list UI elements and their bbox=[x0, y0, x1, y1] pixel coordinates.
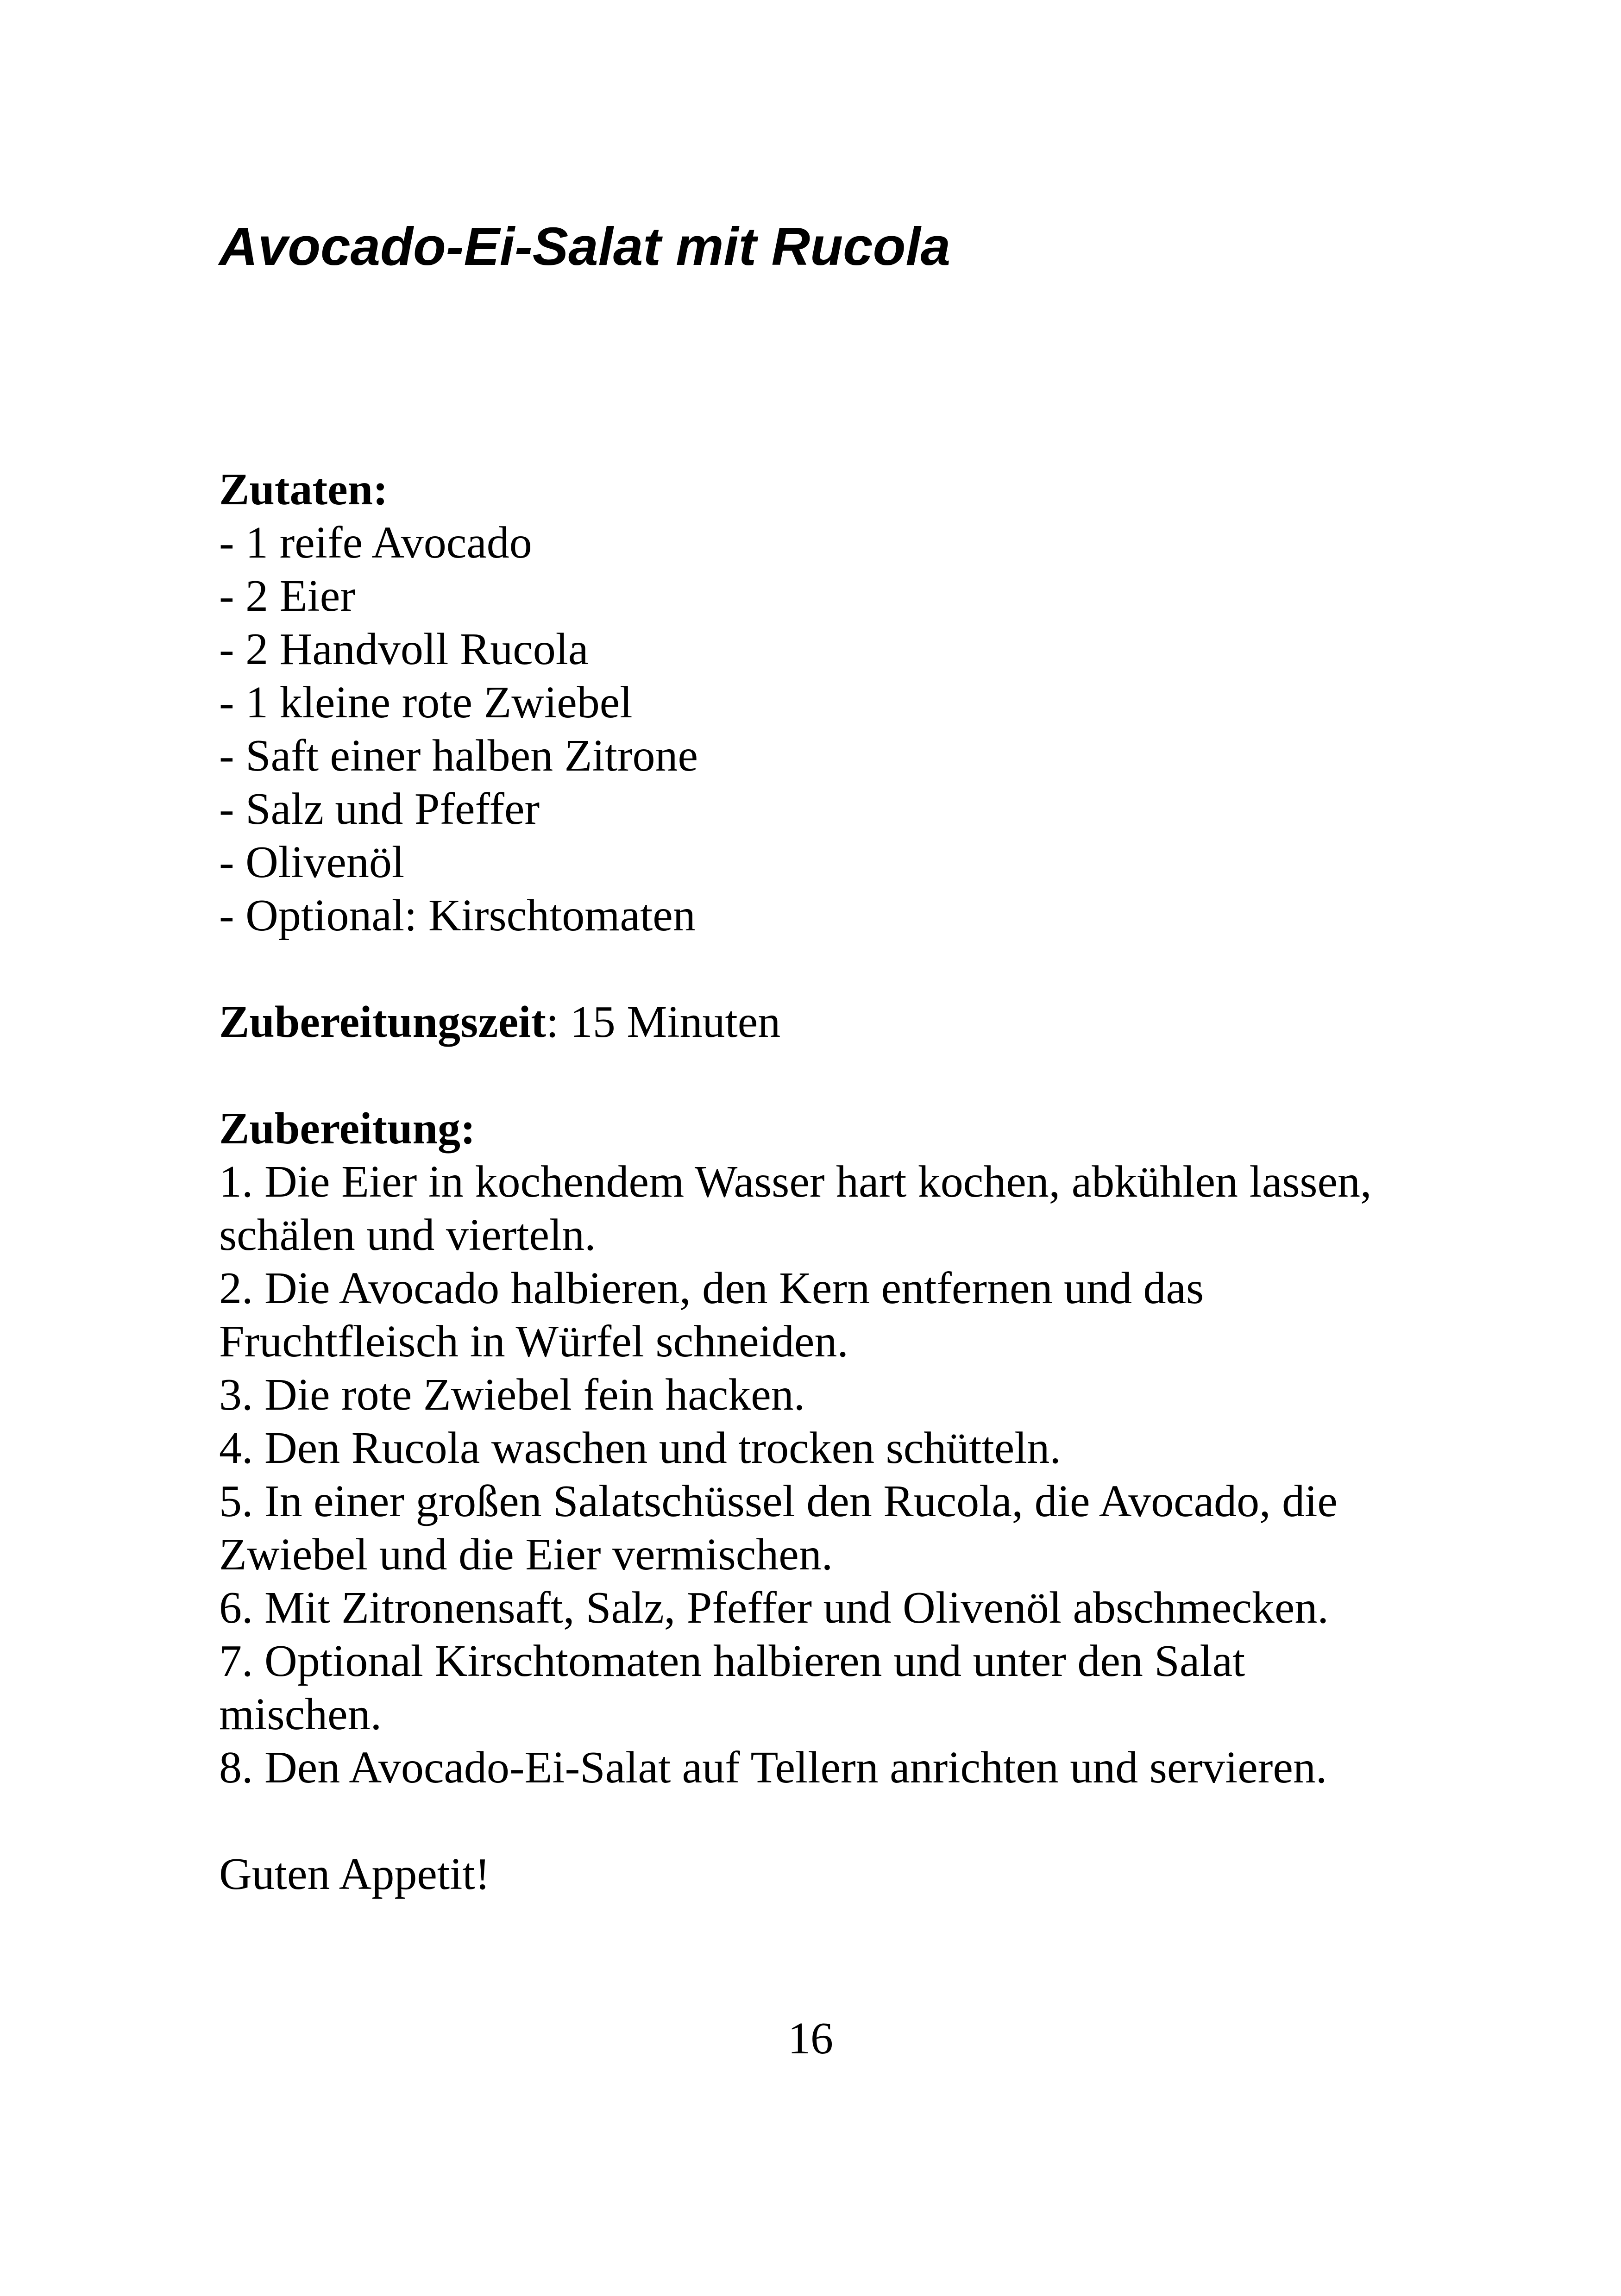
method-line: Zwiebel und die Eier vermischen. bbox=[219, 1530, 833, 1580]
spacer bbox=[219, 1794, 1470, 1848]
prep-time bbox=[219, 996, 1470, 1049]
method-line: Fruchtfleisch in Würfel schneiden. bbox=[219, 1317, 848, 1367]
method-heading: Zubereitung: bbox=[219, 1104, 476, 1154]
method-steps bbox=[219, 1155, 1470, 1794]
ingredients-heading: Zutaten: bbox=[219, 464, 388, 514]
ingredient-item: - Saft einer halben Zitrone bbox=[219, 731, 698, 781]
method-line: 2. Die Avocado halbieren, den Kern entfernen und das bbox=[219, 1263, 1204, 1313]
method-line: 5. In einer großen Salatschüssel den Rucola, die Avocado, die bbox=[219, 1476, 1338, 1526]
ingredient-item: - 1 reife Avocado bbox=[219, 518, 532, 568]
closing-text: Guten Appetit! bbox=[219, 1849, 490, 1899]
method-line: 4. Den Rucola waschen und trocken schütteln. bbox=[219, 1423, 1061, 1473]
prep-time-value: : 15 Minuten bbox=[546, 997, 781, 1047]
ingredients-list bbox=[219, 516, 1470, 942]
method-line: 3. Die rote Zwiebel fein hacken. bbox=[219, 1370, 805, 1420]
prep-time-label: Zubereitungszeit bbox=[219, 997, 546, 1047]
ingredient-item: - Optional: Kirschtomaten bbox=[219, 891, 696, 941]
method-line: 6. Mit Zitronensaft, Salz, Pfeffer und Olivenöl abschmecken. bbox=[219, 1583, 1329, 1633]
recipe-body bbox=[219, 463, 1470, 1901]
ingredient-item: - Olivenöl bbox=[219, 837, 405, 887]
spacer bbox=[219, 942, 1470, 996]
method-line: 8. Den Avocado-Ei-Salat auf Tellern anrichten und servieren. bbox=[219, 1743, 1327, 1793]
method-line: mischen. bbox=[219, 1689, 382, 1739]
ingredient-item: - Salz und Pfeffer bbox=[219, 784, 540, 834]
spacer bbox=[219, 1049, 1470, 1102]
ingredient-item: - 2 Handvoll Rucola bbox=[219, 624, 589, 674]
page-number: 16 bbox=[788, 2014, 833, 2064]
ingredient-item: - 2 Eier bbox=[219, 571, 355, 621]
method-line: 1. Die Eier in kochendem Wasser hart kochen, abkühlen lassen, bbox=[219, 1157, 1372, 1207]
ingredient-item: - 1 kleine rote Zwiebel bbox=[219, 678, 633, 728]
recipe-title: Avocado-Ei-Salat mit Rucola bbox=[219, 216, 951, 276]
method-line: schälen und vierteln. bbox=[219, 1210, 596, 1260]
method-line: 7. Optional Kirschtomaten halbieren und unter den Salat bbox=[219, 1636, 1245, 1686]
